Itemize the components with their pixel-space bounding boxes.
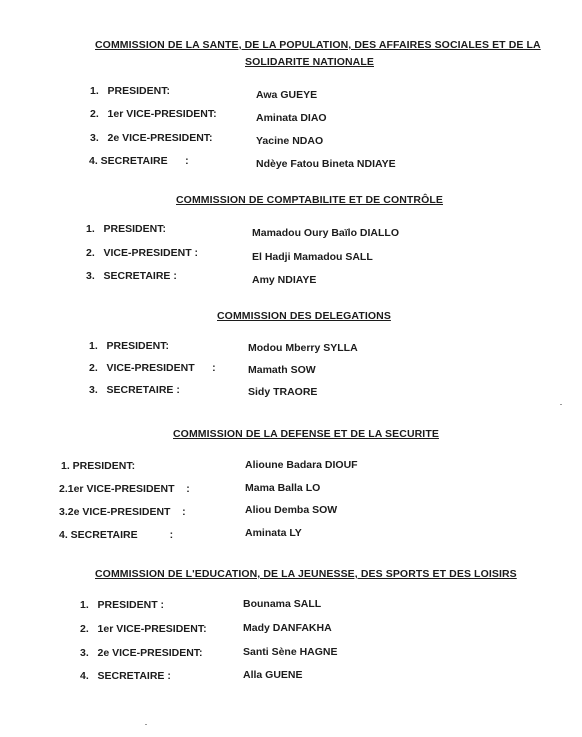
commission-1-role-3: 3. 2e VICE-PRESIDENT: bbox=[90, 132, 213, 144]
commission-5-title: COMMISSION DE L'EDUCATION, DE LA JEUNESSE, DES SPORTS ET DES LOISIRS bbox=[95, 568, 517, 580]
commission-3-role-2: 2. VICE-PRESIDENT : bbox=[89, 362, 216, 374]
commission-4-role-4: 4. SECRETAIRE : bbox=[59, 529, 174, 541]
commission-2-name-1: Mamadou Oury Baïlo DIALLO bbox=[252, 227, 400, 239]
commission-3-name-1: Modou Mberry SYLLA bbox=[248, 342, 358, 354]
scan-speck bbox=[145, 724, 147, 725]
commission-2-name-2: El Hadji Mamadou SALL bbox=[252, 251, 373, 263]
commission-2-name-3: Amy NDIAYE bbox=[252, 274, 317, 286]
commission-4-name-3: Aliou Demba SOW bbox=[245, 504, 338, 516]
commission-4-role-3: 3.2e VICE-PRESIDENT : bbox=[59, 506, 186, 518]
commission-5-role-2: 2. 1er VICE-PRESIDENT: bbox=[80, 623, 207, 635]
commission-1-name-3: Yacine NDAO bbox=[256, 135, 324, 147]
commission-4-role-1: 1. PRESIDENT: bbox=[61, 460, 136, 472]
commission-1-name-1: Awa GUEYE bbox=[256, 89, 318, 101]
commission-1-name-2: Aminata DIAO bbox=[256, 112, 327, 124]
commission-2-role-1: 1. PRESIDENT: bbox=[86, 223, 166, 235]
commission-3-role-1: 1. PRESIDENT: bbox=[89, 340, 169, 352]
commission-1-role-1: 1. PRESIDENT: bbox=[90, 85, 170, 97]
scan-speck bbox=[560, 404, 562, 405]
commission-4-title: COMMISSION DE LA DEFENSE ET DE LA SECURITE bbox=[173, 428, 439, 440]
commission-1-title-line-2: SOLIDARITE NATIONALE bbox=[245, 56, 374, 68]
commission-4-name-1: Alioune Badara DIOUF bbox=[245, 459, 358, 471]
commission-3-role-3: 3. SECRETAIRE : bbox=[89, 384, 180, 396]
commission-1-name-4: Ndèye Fatou Bineta NDIAYE bbox=[256, 158, 396, 170]
commission-2-role-3: 3. SECRETAIRE : bbox=[86, 270, 177, 282]
commission-5-role-3: 3. 2e VICE-PRESIDENT: bbox=[80, 647, 203, 659]
commission-5-role-1: 1. PRESIDENT : bbox=[80, 599, 165, 611]
commission-5-name-2: Mady DANFAKHA bbox=[243, 622, 332, 634]
commission-4-role-2: 2.1er VICE-PRESIDENT : bbox=[59, 483, 190, 495]
commission-2-title: COMMISSION DE COMPTABILITE ET DE CONTRÔLE bbox=[176, 194, 443, 206]
commission-3-name-3: Sidy TRAORE bbox=[248, 386, 318, 398]
commission-3-title: COMMISSION DES DELEGATIONS bbox=[217, 310, 391, 322]
commission-1-title-line-1: COMMISSION DE LA SANTE, DE LA POPULATION, DES AFFAIRES SOCIALES ET DE LA bbox=[95, 39, 541, 51]
commission-1-role-2: 2. 1er VICE-PRESIDENT: bbox=[90, 108, 217, 120]
commission-5-name-4: Alla GUENE bbox=[243, 669, 303, 681]
commission-3-name-2: Mamath SOW bbox=[248, 364, 316, 376]
commission-5-name-1: Bounama SALL bbox=[243, 598, 322, 610]
commission-4-name-4: Aminata LY bbox=[245, 527, 302, 539]
commission-2-role-2: 2. VICE-PRESIDENT : bbox=[86, 247, 199, 259]
commission-4-name-2: Mama Balla LO bbox=[245, 482, 321, 494]
commission-5-role-4: 4. SECRETAIRE : bbox=[80, 670, 171, 682]
commission-1-role-4: 4. SECRETAIRE : bbox=[89, 155, 189, 167]
commission-5-name-3: Santi Sène HAGNE bbox=[243, 646, 338, 658]
